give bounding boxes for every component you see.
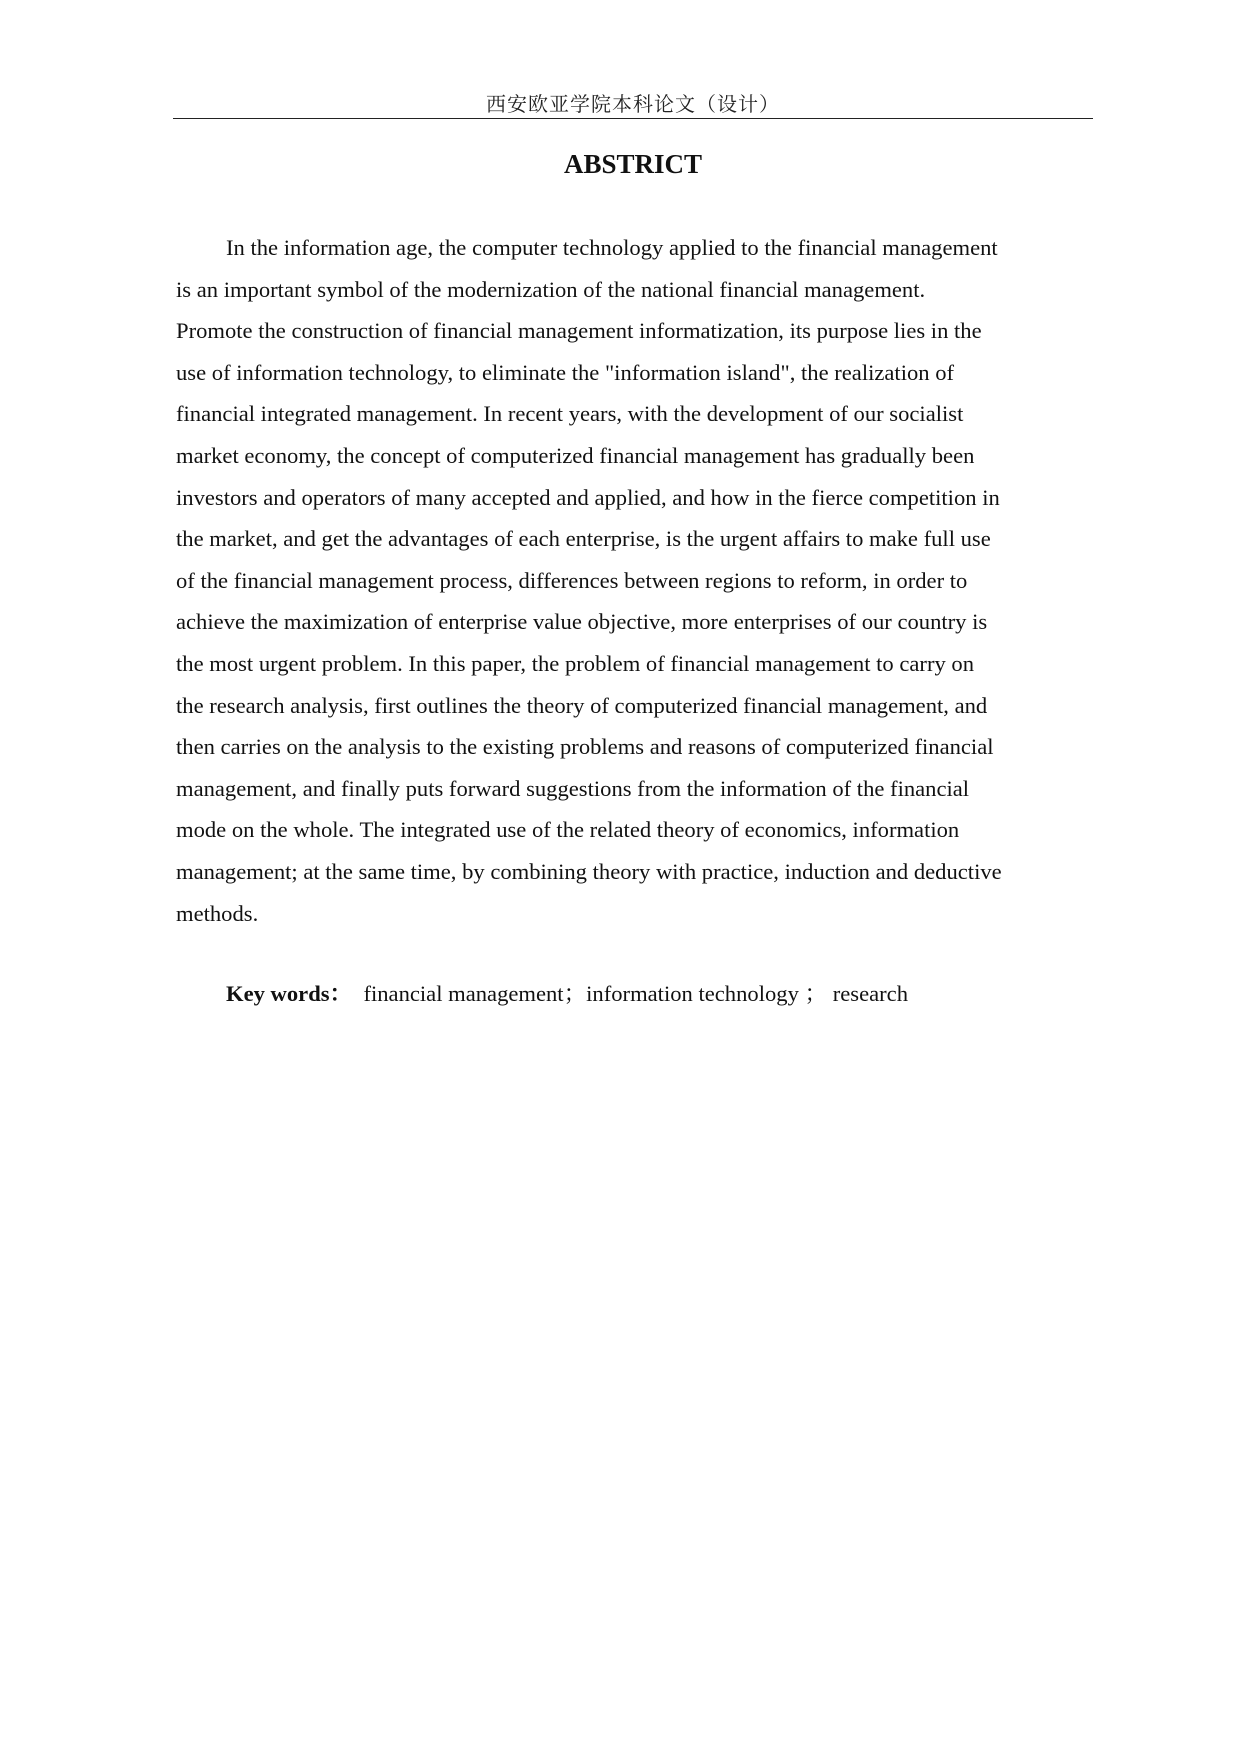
keywords-value: financial management；information technology ； research — [352, 981, 909, 1006]
abstract-line: the research analysis, first outlines the theory of computerized financial management, and — [176, 692, 988, 718]
abstract-line: the most urgent problem. In this paper, the problem of financial management to carry on — [176, 650, 975, 676]
abstract-line: of the financial management process, differences between regions to reform, in order to — [176, 567, 968, 593]
abstract-line: financial integrated management. In recent years, with the development of our socialist — [176, 401, 964, 427]
abstract-line: In the information age, the computer technology applied to the financial management — [226, 235, 998, 260]
keywords — [226, 976, 1106, 1008]
abstract-line: management; at the same time, by combining theory with practice, induction and deductive — [176, 858, 1002, 884]
abstract-line: the market, and get the advantages of each enterprise, is the urgent affairs to make full use — [176, 526, 991, 552]
abstract-line: investors and operators of many accepted and applied, and how in the fierce competition in — [176, 484, 1000, 510]
abstract-title: ABSTRICT — [563, 149, 703, 179]
abstract-line: is an important symbol of the modernization of the national financial management. — [176, 276, 926, 302]
running-header: 西安欧亚学院本科论文（设计） — [486, 94, 780, 116]
abstract-line: use of information technology, to eliminate the "information island", the realization of — [176, 359, 955, 385]
abstract-body — [176, 227, 1093, 934]
abstract-line: then carries on the analysis to the existing problems and reasons of computerized financial — [176, 734, 994, 760]
abstract-line: achieve the maximization of enterprise value objective, more enterprises of our country is — [176, 609, 988, 635]
abstract-line: mode on the whole. The integrated use of the related theory of economics, information — [176, 817, 960, 843]
header-rule — [173, 118, 1093, 119]
abstract-line: market economy, the concept of computerized financial management has gradually been — [176, 442, 975, 468]
abstract-line: methods. — [176, 900, 259, 926]
keywords-label: Key words： — [226, 981, 353, 1006]
abstract-line: Promote the construction of financial management informatization, its purpose lies in the — [176, 318, 982, 344]
abstract-line: management, and finally puts forward suggestions from the information of the financial — [176, 775, 970, 801]
